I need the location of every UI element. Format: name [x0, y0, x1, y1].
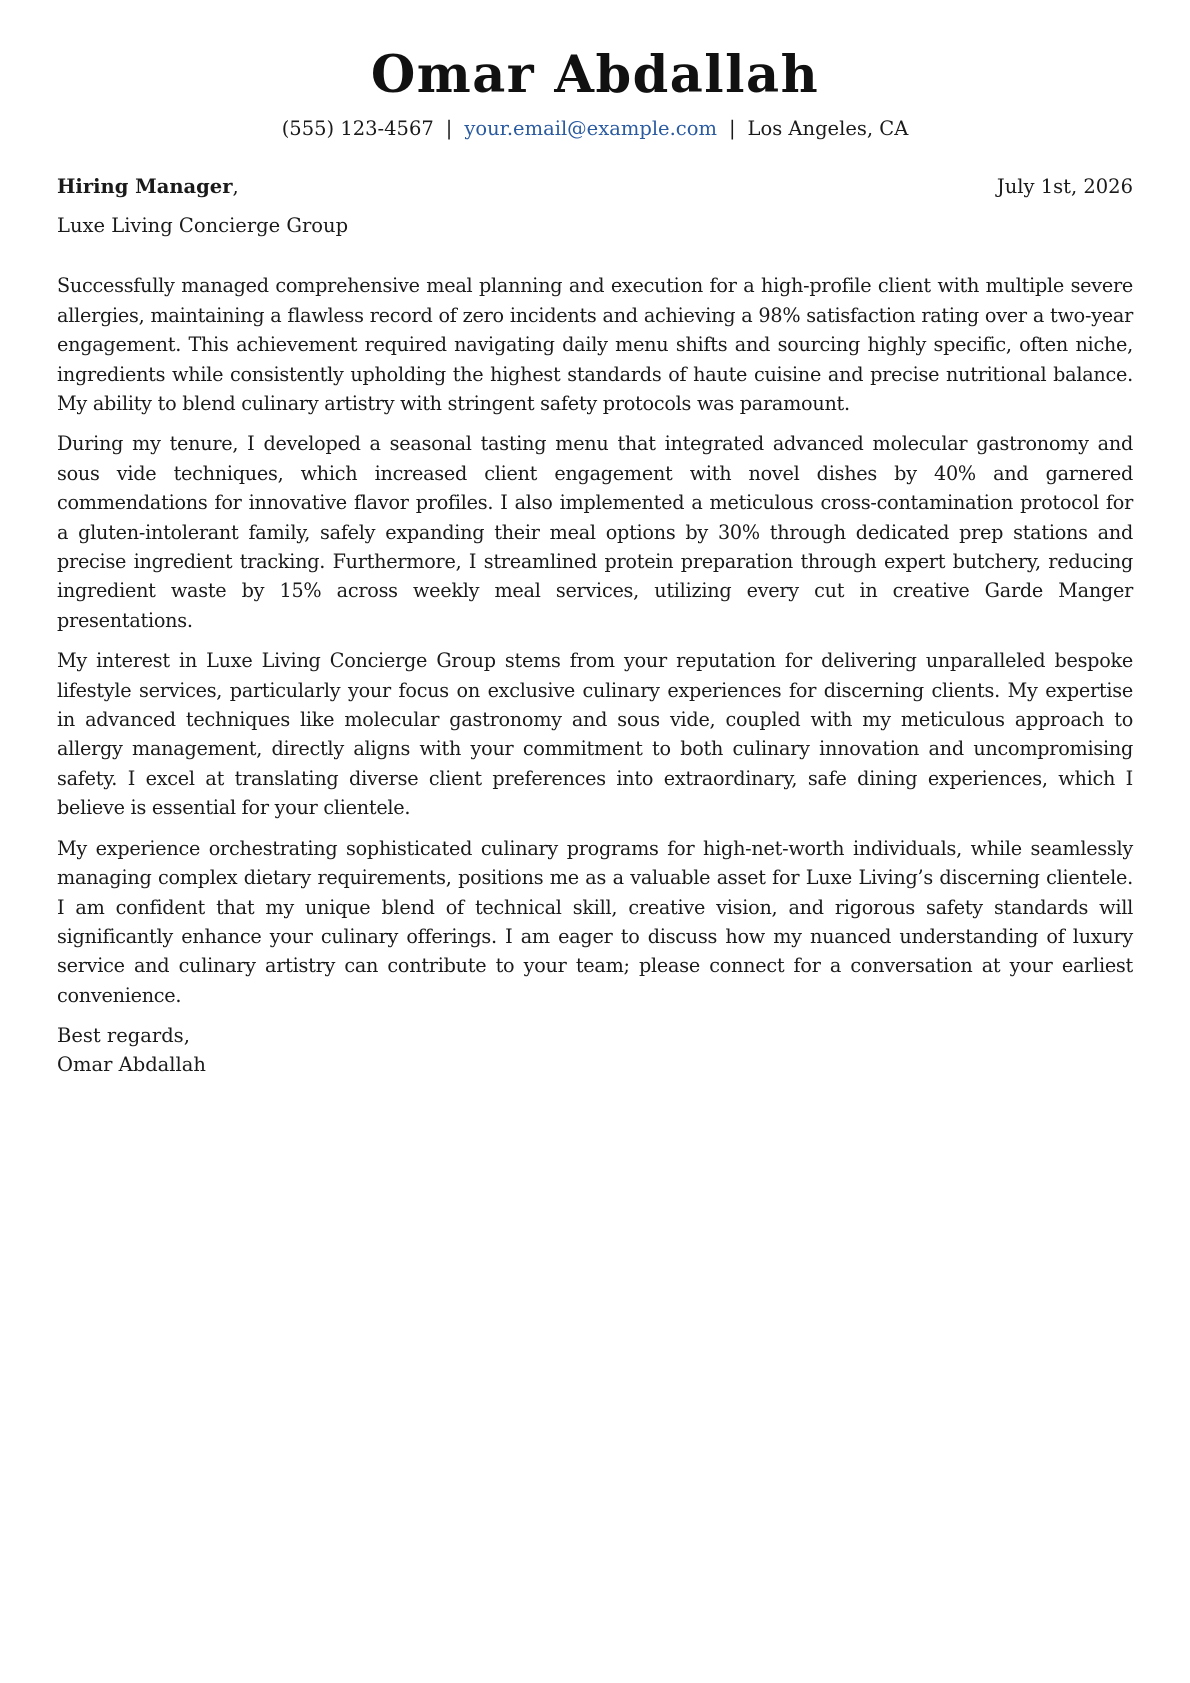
contact-line	[57, 117, 1133, 140]
salutation-line	[57, 175, 239, 198]
letter-date: July 1st, 2026	[996, 175, 1133, 199]
valediction: Best regards,	[57, 1024, 190, 1048]
body-paragraph: Successfully managed comprehensive meal planning and execution for a high-profile client with multiple severe allergies, maintaining a flawless record of zero incidents and achieving a 98% satisfaction rating over a two-year engagement. This achievement required navigating daily menu shifts and sourcing highly specific, often niche, ingredients while consistently upholding the highest standards of haute cuisine and precise nutritional balance. My ability to blend culinary artistry with stringent safety protocols was paramount.	[57, 274, 1133, 416]
signature-name: Omar Abdallah	[57, 1053, 206, 1077]
salutation-suffix: ,	[232, 175, 239, 199]
recipient-company: Luxe Living Concierge Group	[57, 214, 349, 238]
body-paragraph: My experience orchestrating sophisticated culinary programs for high-net-worth individuals, while seamlessly managing complex dietary requirements, positions me as a valuable asset for Luxe Living’s discerning clientele. I am confident that my unique blend of technical skill, creative vision, and rigorous safety standards will significantly enhance your culinary offerings. I am eager to discuss how my nuanced understanding of luxury service and culinary artistry can contribute to your team; please connect for a conversation at your earliest convenience.	[57, 836, 1133, 1007]
recipient-name: Hiring Manager	[57, 175, 233, 199]
letter-body	[57, 271, 1133, 1010]
location: Los Angeles, CA	[747, 117, 909, 140]
body-paragraph: During my tenure, I developed a seasonal tasting menu that integrated advanced molecular gastronomy and sous vide techniques, which increased client engagement with novel dishes by 40% and garnered commendations for innovative flavor profiles. I also implemented a meticulous cross-contamination protocol for a gluten-intolerant family, safely expanding their meal options by 30% through dedicated prep stations and precise ingredient tracking. Furthermore, I streamlined protein preparation through expert butchery, reducing ingredient waste by 15% across weekly meal services, utilizing every cut in creative Garde Manger presentations.	[57, 432, 1133, 632]
recipient-date-row	[57, 175, 1133, 198]
body-paragraph: My interest in Luxe Living Concierge Group stems from your reputation for delivering unparalleled bespoke lifestyle services, particularly your focus on exclusive culinary experiences for discerning clients. My expertise in advanced techniques like molecular gastronomy and sous vide, coupled with my meticulous approach to allergy management, directly aligns with your commitment to both culinary innovation and uncompromising safety. I excel at translating diverse client preferences into extraordinary, safe dining experiences, which I believe is essential for your clientele.	[57, 649, 1133, 820]
contact-separator: |	[445, 117, 453, 140]
letter-closing	[57, 1021, 1133, 1079]
email-link[interactable]: your.email@example.com	[464, 117, 717, 140]
contact-separator: |	[728, 117, 736, 140]
applicant-name: Omar Abdallah	[370, 45, 820, 105]
phone-number: (555) 123-4567	[281, 117, 434, 140]
